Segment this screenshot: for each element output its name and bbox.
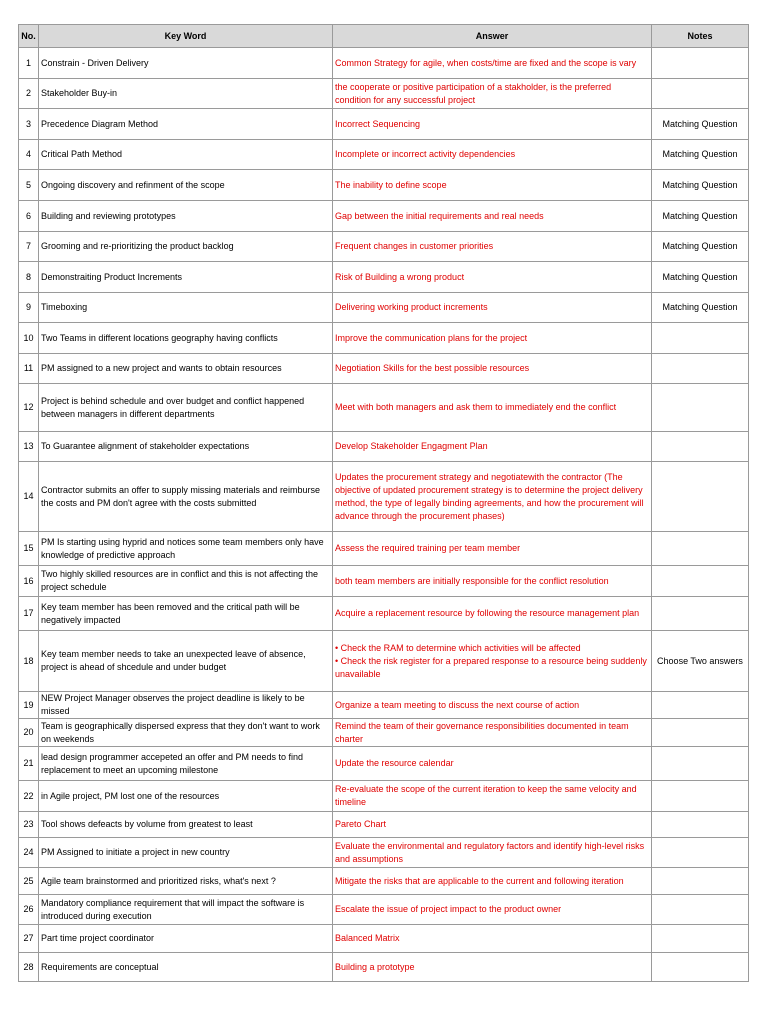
key-word-cell: PM Assigned to initiate a project in new country [39, 838, 333, 868]
row-number: 28 [19, 953, 39, 982]
answer-text: Organize a team meeting to discuss the next course of action [335, 699, 580, 710]
answer-text: Updates the procurement strategy and negotiatewith the contractor (The objective of updated procurement strategy is to determine the project delivery method, the type of legally binding agreements, and how the procurement will advance through the procurement phases) [335, 471, 644, 521]
answer-text: Incomplete or incorrect activity dependencies [335, 149, 516, 159]
answer-text: Escalate the issue of project impact to the product owner [335, 904, 562, 914]
answer-cell [333, 597, 652, 631]
row-number: 25 [19, 868, 39, 895]
notes-cell: Matching Question [652, 170, 749, 201]
answer-cell [333, 201, 652, 232]
table-row [19, 566, 749, 597]
header-answer: Answer [333, 25, 652, 48]
notes-cell [652, 692, 749, 719]
key-word-cell: To Guarantee alignment of stakeholder expectations [39, 432, 333, 462]
row-number: 11 [19, 354, 39, 384]
row-number: 6 [19, 201, 39, 232]
answer-text: Gap between the initial requirements and real needs [335, 210, 544, 221]
answer-cell [333, 812, 652, 838]
notes-cell [652, 462, 749, 532]
notes-cell [652, 719, 749, 747]
table-row [19, 293, 749, 323]
table-row [19, 262, 749, 293]
table-row [19, 597, 749, 631]
notes-cell [652, 79, 749, 109]
row-number: 14 [19, 462, 39, 532]
row-number: 20 [19, 719, 39, 747]
table-row [19, 79, 749, 109]
answer-cell [333, 692, 652, 719]
key-word-cell: Mandatory compliance requirement that will impact the software is introduced during execution [39, 895, 333, 925]
key-word-cell: Tool shows defeacts by volume from greatest to least [39, 812, 333, 838]
notes-cell: Matching Question [652, 140, 749, 170]
notes-cell [652, 812, 749, 838]
key-word-cell: Key team member needs to take an unexpected leave of absence, project is ahead of shcedule and under budget [39, 631, 333, 692]
table-row [19, 354, 749, 384]
row-number: 10 [19, 323, 39, 354]
key-word-cell: Part time project coordinator [39, 925, 333, 953]
answer-text: Risk of Building a wrong product [335, 271, 465, 282]
answer-cell [333, 384, 652, 432]
answer-text: • Check the risk register for a prepared response to a resource being suddenly unavailable [335, 655, 647, 679]
table-row [19, 532, 749, 566]
header-key-word: Key Word [39, 25, 333, 48]
notes-cell: Choose Two answers [652, 631, 749, 692]
answer-text: Negotiation Skills for the best possible resources [335, 363, 530, 373]
answer-text: Improve the communication plans for the project [335, 332, 528, 343]
notes-cell [652, 566, 749, 597]
answer-text: the cooperate or positive participation of a stakholder, is the preferred condition for any successful project [335, 81, 612, 105]
row-number: 18 [19, 631, 39, 692]
answer-cell [333, 354, 652, 384]
notes-cell [652, 747, 749, 781]
notes-cell [652, 48, 749, 79]
key-word-cell: lead design programmer accepeted an offer and PM needs to find replacement to meet an upcoming milestone [39, 747, 333, 781]
notes-cell [652, 532, 749, 566]
table-row [19, 812, 749, 838]
answer-cell [333, 109, 652, 140]
answer-text: Develop Stakeholder Engagment Plan [335, 441, 488, 451]
answer-cell [333, 323, 652, 354]
answer-text: Mitigate the risks that are applicable to the current and following iteration [335, 875, 624, 886]
key-word-cell: Two Teams in different locations geography having conflicts [39, 323, 333, 354]
key-word-cell: Team is geographically dispersed express that they don't want to work on weekends [39, 719, 333, 747]
key-word-cell: Contractor submits an offer to supply missing materials and reimburse the costs and PM don't agree with the costs submitted [39, 462, 333, 532]
answer-text: Pareto Chart [335, 819, 387, 829]
table-row [19, 719, 749, 747]
key-word-cell: Building and reviewing prototypes [39, 201, 333, 232]
row-number: 4 [19, 140, 39, 170]
notes-cell [652, 953, 749, 982]
answer-text: Balanced Matrix [335, 933, 400, 943]
row-number: 22 [19, 781, 39, 812]
answer-cell [333, 747, 652, 781]
table-row [19, 232, 749, 262]
notes-cell [652, 323, 749, 354]
answer-cell [333, 566, 652, 597]
notes-cell: Matching Question [652, 232, 749, 262]
answer-text: Meet with both managers and ask them to immediately end the conflict [335, 402, 617, 412]
row-number: 13 [19, 432, 39, 462]
notes-cell [652, 781, 749, 812]
answer-text: Building a prototype [335, 961, 415, 972]
answer-cell [333, 262, 652, 293]
table-row [19, 925, 749, 953]
notes-cell: Matching Question [652, 293, 749, 323]
notes-cell [652, 432, 749, 462]
row-number: 27 [19, 925, 39, 953]
table-row [19, 747, 749, 781]
answer-text: Acquire a replacement resource by following the resource management plan [335, 608, 640, 618]
answer-cell [333, 631, 652, 692]
table-row [19, 323, 749, 354]
header-no: No. [19, 25, 39, 48]
key-word-cell: Precedence Diagram Method [39, 109, 333, 140]
key-word-cell: Agile team brainstormed and prioritized risks, what's next ? [39, 868, 333, 895]
row-number: 15 [19, 532, 39, 566]
answer-text: Re-evaluate the scope of the current iteration to keep the same velocity and timeline [335, 784, 637, 807]
header-notes: Notes [652, 25, 749, 48]
key-word-cell: Critical Path Method [39, 140, 333, 170]
answer-text: • Check the RAM to determine which activities will be affected [335, 642, 581, 653]
row-number: 8 [19, 262, 39, 293]
answer-cell [333, 432, 652, 462]
table-row [19, 838, 749, 868]
key-word-cell: Requirements are conceptual [39, 953, 333, 982]
notes-cell: Matching Question [652, 201, 749, 232]
key-word-cell: Constrain - Driven Delivery [39, 48, 333, 79]
notes-cell [652, 354, 749, 384]
row-number: 19 [19, 692, 39, 719]
table-row [19, 462, 749, 532]
answer-text: Evaluate the environmental and regulatory factors and identify high-level risks and assumptions [335, 840, 645, 864]
answer-cell [333, 293, 652, 323]
notes-cell [652, 597, 749, 631]
answer-cell [333, 838, 652, 868]
answer-text: Frequent changes in customer priorities [335, 241, 494, 251]
answer-cell [333, 925, 652, 953]
header-row [19, 25, 749, 48]
answer-text: Incorrect Sequencing [335, 118, 421, 129]
row-number: 16 [19, 566, 39, 597]
table-row [19, 140, 749, 170]
key-word-cell: PM assigned to a new project and wants to obtain resources [39, 354, 333, 384]
row-number: 24 [19, 838, 39, 868]
row-number: 26 [19, 895, 39, 925]
table-row [19, 692, 749, 719]
row-number: 12 [19, 384, 39, 432]
row-number: 21 [19, 747, 39, 781]
key-word-cell: Ongoing discovery and refinment of the scope [39, 170, 333, 201]
row-number: 7 [19, 232, 39, 262]
answer-cell [333, 895, 652, 925]
answer-cell [333, 140, 652, 170]
key-word-cell: Project is behind schedule and over budget and conflict happened between managers in different departments [39, 384, 333, 432]
answer-text: both team members are initially responsible for the conflict resolution [335, 575, 609, 586]
answer-text: The inability to define scope [335, 179, 447, 190]
table-row [19, 895, 749, 925]
table-row [19, 384, 749, 432]
row-number: 17 [19, 597, 39, 631]
row-number: 5 [19, 170, 39, 201]
answer-text: Remind the team of their governance responsibilities documented in team charter [335, 720, 629, 744]
notes-cell [652, 384, 749, 432]
answer-text: Assess the required training per team member [335, 543, 521, 553]
notes-cell: Matching Question [652, 262, 749, 293]
answer-cell [333, 79, 652, 109]
answer-text: Delivering working product increments [335, 302, 488, 312]
answer-cell [333, 532, 652, 566]
table-row [19, 109, 749, 140]
answer-cell [333, 781, 652, 812]
row-number: 9 [19, 293, 39, 323]
answer-cell [333, 868, 652, 895]
answer-cell [333, 48, 652, 79]
key-word-cell: PM Is starting using hyprid and notices some team members only have knowledge of predictive approach [39, 532, 333, 566]
notes-cell [652, 925, 749, 953]
answer-cell [333, 170, 652, 201]
key-word-cell: Demonstraiting Product Increments [39, 262, 333, 293]
table-row [19, 201, 749, 232]
row-number: 2 [19, 79, 39, 109]
notes-cell [652, 868, 749, 895]
answer-text: Update the resource calendar [335, 758, 454, 768]
answer-cell [333, 232, 652, 262]
key-word-cell: Key team member has been removed and the critical path will be negatively impacted [39, 597, 333, 631]
table-row [19, 868, 749, 895]
key-word-cell: Grooming and re-prioritizing the product backlog [39, 232, 333, 262]
key-word-cell: Stakeholder Buy-in [39, 79, 333, 109]
table-row [19, 432, 749, 462]
notes-cell [652, 895, 749, 925]
table-row [19, 48, 749, 79]
answer-cell [333, 953, 652, 982]
notes-cell [652, 838, 749, 868]
table-row [19, 631, 749, 692]
row-number: 1 [19, 48, 39, 79]
key-word-cell: Timeboxing [39, 293, 333, 323]
table-row [19, 953, 749, 982]
table-row [19, 170, 749, 201]
key-word-cell: NEW Project Manager observes the project deadline is likely to be missed [39, 692, 333, 719]
row-number: 3 [19, 109, 39, 140]
qa-table [18, 24, 749, 982]
answer-cell [333, 462, 652, 532]
key-word-cell: Two highly skilled resources are in conflict and this is not affecting the project schedule [39, 566, 333, 597]
row-number: 23 [19, 812, 39, 838]
answer-cell [333, 719, 652, 747]
table-row [19, 781, 749, 812]
answer-text: Common Strategy for agile, when costs/time are fixed and the scope is vary [335, 57, 637, 68]
notes-cell: Matching Question [652, 109, 749, 140]
key-word-cell: in Agile project, PM lost one of the resources [39, 781, 333, 812]
